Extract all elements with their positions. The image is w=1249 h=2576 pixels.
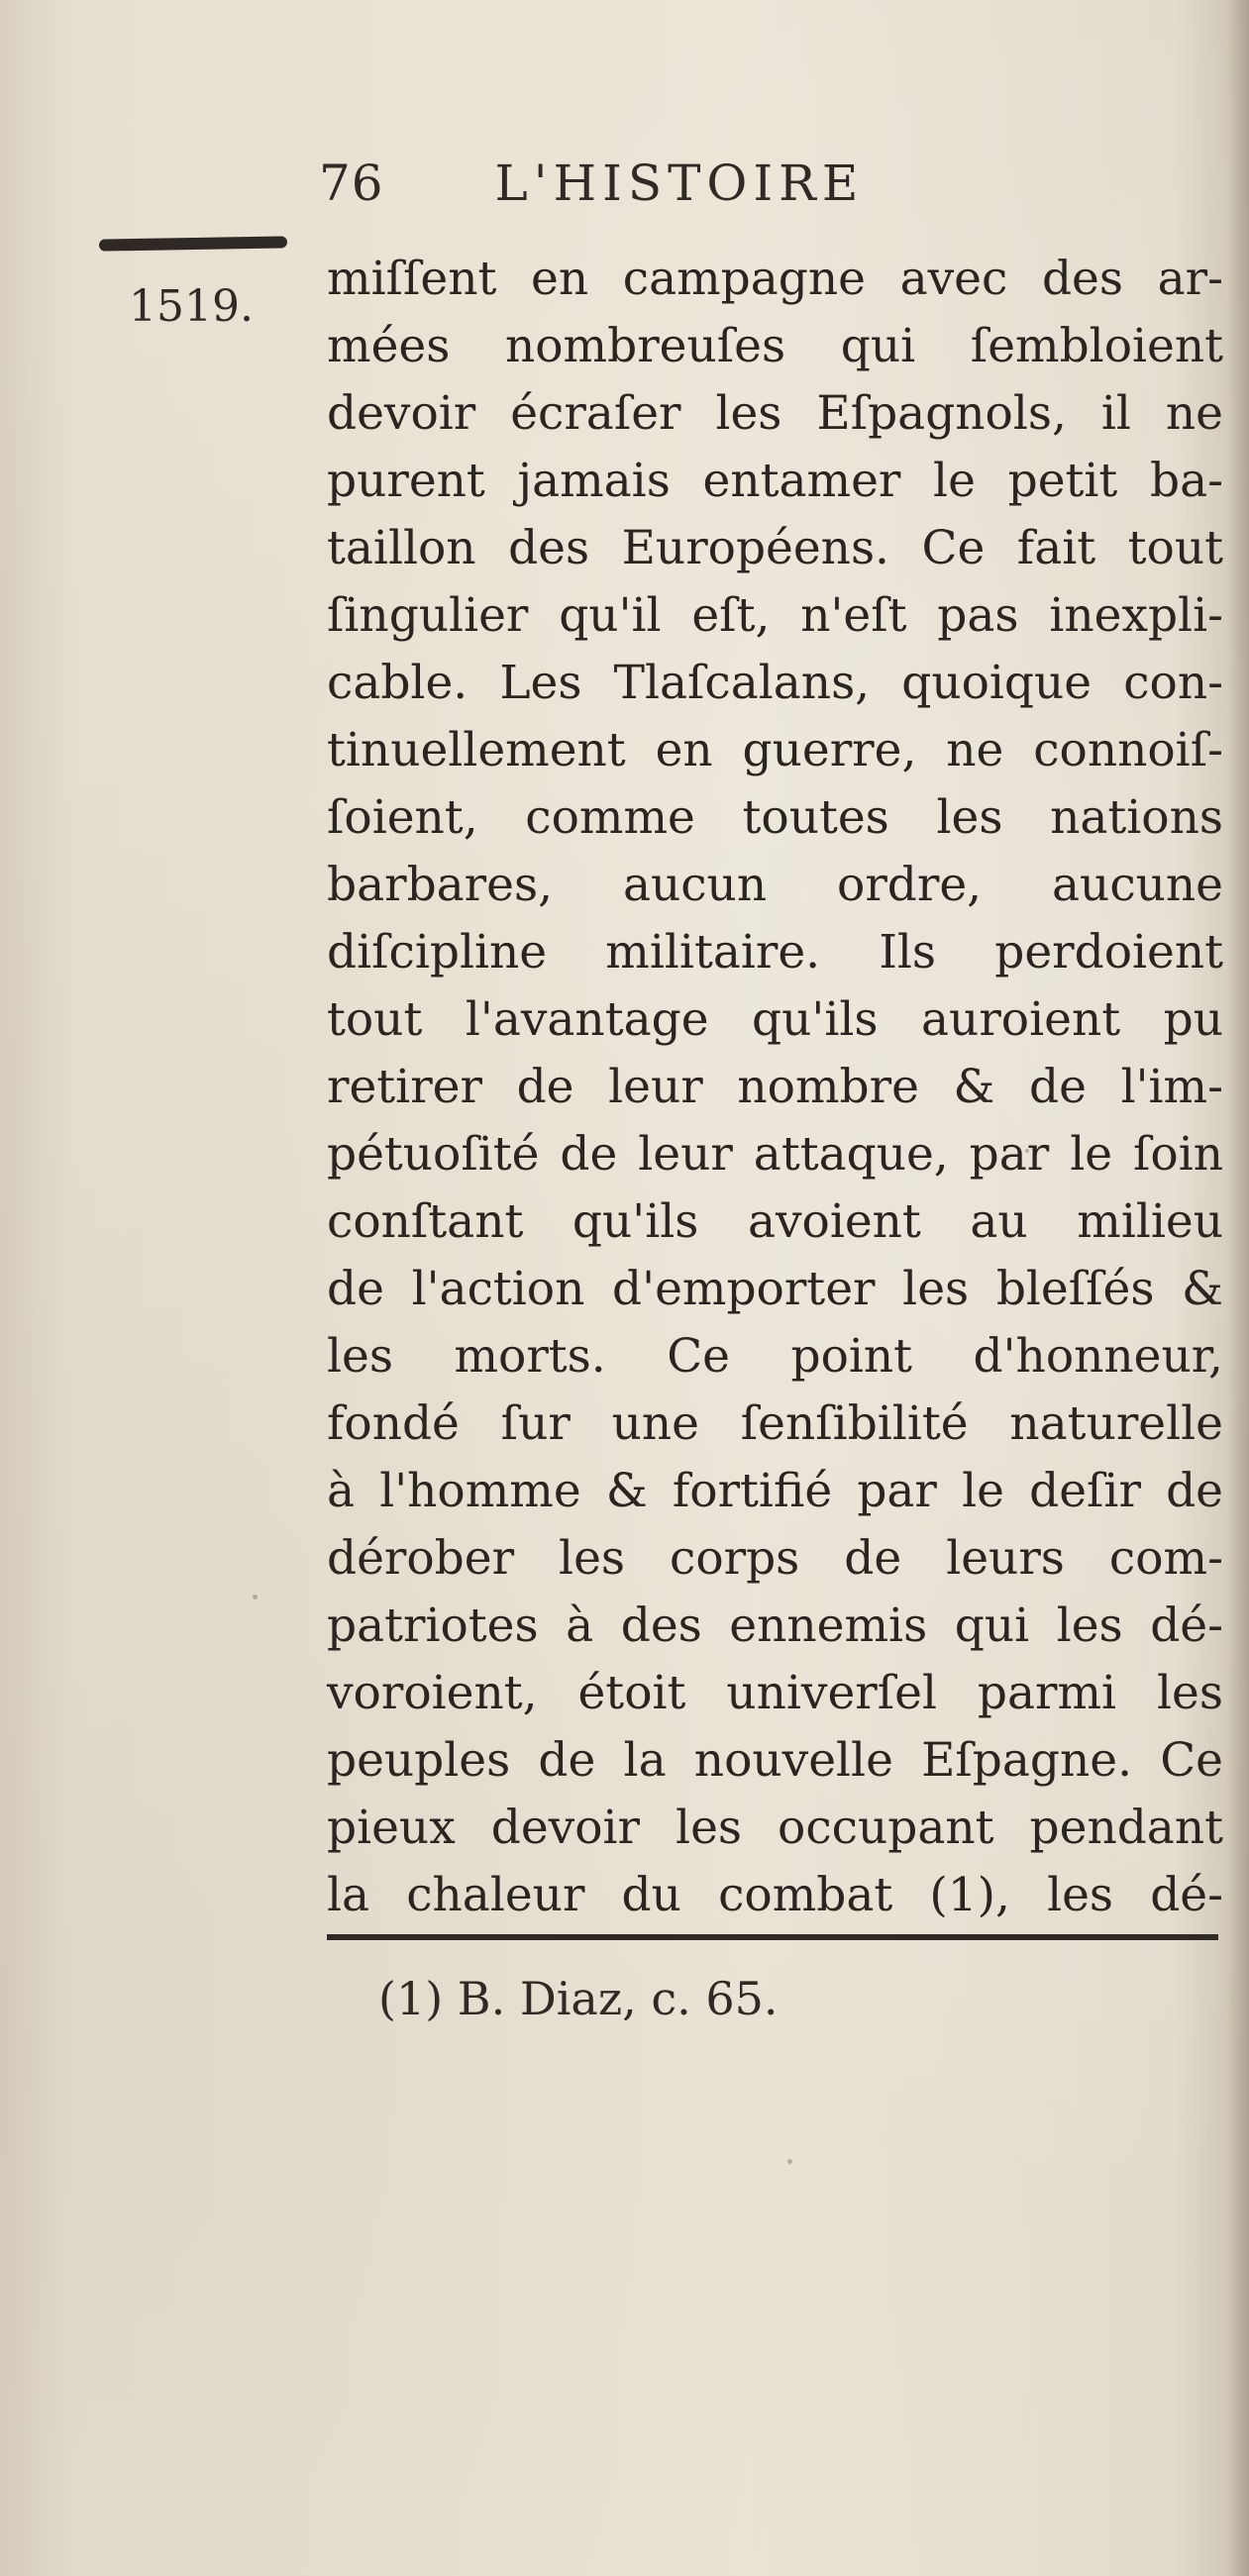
- paper-speck: [787, 2159, 792, 2164]
- running-head: L'HISTOIRE: [494, 155, 865, 212]
- text-line: ſoient, comme toutes les nations: [327, 790, 1223, 845]
- text-line: patriotes à des ennemis qui les dé-: [327, 1598, 1223, 1653]
- text-line: à l'homme & fortifié par le deſir de: [327, 1464, 1223, 1518]
- margin-year: 1519.: [129, 281, 254, 332]
- text-line: mées nombreuſes qui ſembloient: [327, 319, 1223, 373]
- text-line: pieux devoir les occupant pendant: [327, 1801, 1223, 1855]
- footnote: (1) B. Diaz, c. 65.: [378, 1972, 779, 2025]
- paper-speck: [1025, 1149, 1029, 1153]
- text-line: la chaleur du combat (1), les dé-: [327, 1868, 1223, 1922]
- footnote-rule: [327, 1934, 1218, 1940]
- text-line: barbares, aucun ordre, aucune: [327, 858, 1223, 912]
- text-line: devoir écraſer les Eſpagnols, il ne: [327, 386, 1223, 441]
- page-number: 76: [319, 155, 384, 212]
- text-line: taillon des Européens. Ce fait tout: [327, 521, 1223, 575]
- page-header: [319, 149, 1210, 218]
- text-line: dérober les corps de leurs com-: [327, 1531, 1223, 1586]
- margin-rule: [99, 236, 287, 251]
- text-line: tinuellement en guerre, ne connoiſ-: [327, 723, 1223, 777]
- text-line: les morts. Ce point d'honneur,: [327, 1329, 1223, 1384]
- text-line: retirer de leur nombre & de l'im-: [327, 1060, 1223, 1114]
- text-line: cable. Les Tlaſcalans, quoique con-: [327, 656, 1223, 710]
- text-line: ſingulier qu'il eſt, n'eſt pas inexpli-: [327, 588, 1223, 643]
- text-line: tout l'avantage qu'ils auroient pu: [327, 992, 1223, 1047]
- paper-speck: [253, 1595, 258, 1599]
- text-line: fondé ſur une ſenſibilité naturelle: [327, 1396, 1223, 1451]
- text-line: diſcipline militaire. Ils perdoient: [327, 925, 1223, 979]
- text-line: voroient, étoit univerſel parmi les: [327, 1666, 1223, 1720]
- text-line: de l'action d'emporter les bleſſés &: [327, 1262, 1223, 1316]
- body-text: [327, 246, 1223, 1929]
- text-line: peuples de la nouvelle Eſpagne. Ce: [327, 1733, 1223, 1788]
- text-line: miſſent en campagne avec des ar-: [327, 252, 1223, 306]
- page-edge-shadow: [1227, 0, 1249, 2576]
- text-line: pétuoſité de leur attaque, par le ſoin: [327, 1127, 1223, 1182]
- text-line: conſtant qu'ils avoient au milieu: [327, 1194, 1223, 1249]
- text-line: purent jamais entamer le petit ba-: [327, 454, 1223, 508]
